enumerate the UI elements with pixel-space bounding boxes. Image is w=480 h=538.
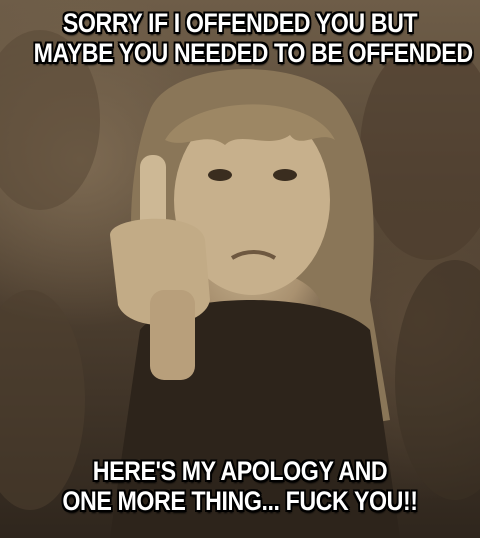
top-caption <box>33 8 473 68</box>
top-caption-line-2: MAYBE YOU NEEDED TO BE OFFENDED <box>33 38 473 68</box>
left-eye <box>208 169 232 181</box>
bottom-caption-line-2: ONE MORE THING... FUCK YOU!! <box>62 486 418 516</box>
bottom-caption-line-1: HERE'S MY APOLOGY AND <box>92 456 388 486</box>
right-eye <box>273 169 297 181</box>
top-caption-line-1: SORRY IF I OFFENDED YOU BUT <box>62 8 418 38</box>
bottom-caption <box>34 456 447 516</box>
